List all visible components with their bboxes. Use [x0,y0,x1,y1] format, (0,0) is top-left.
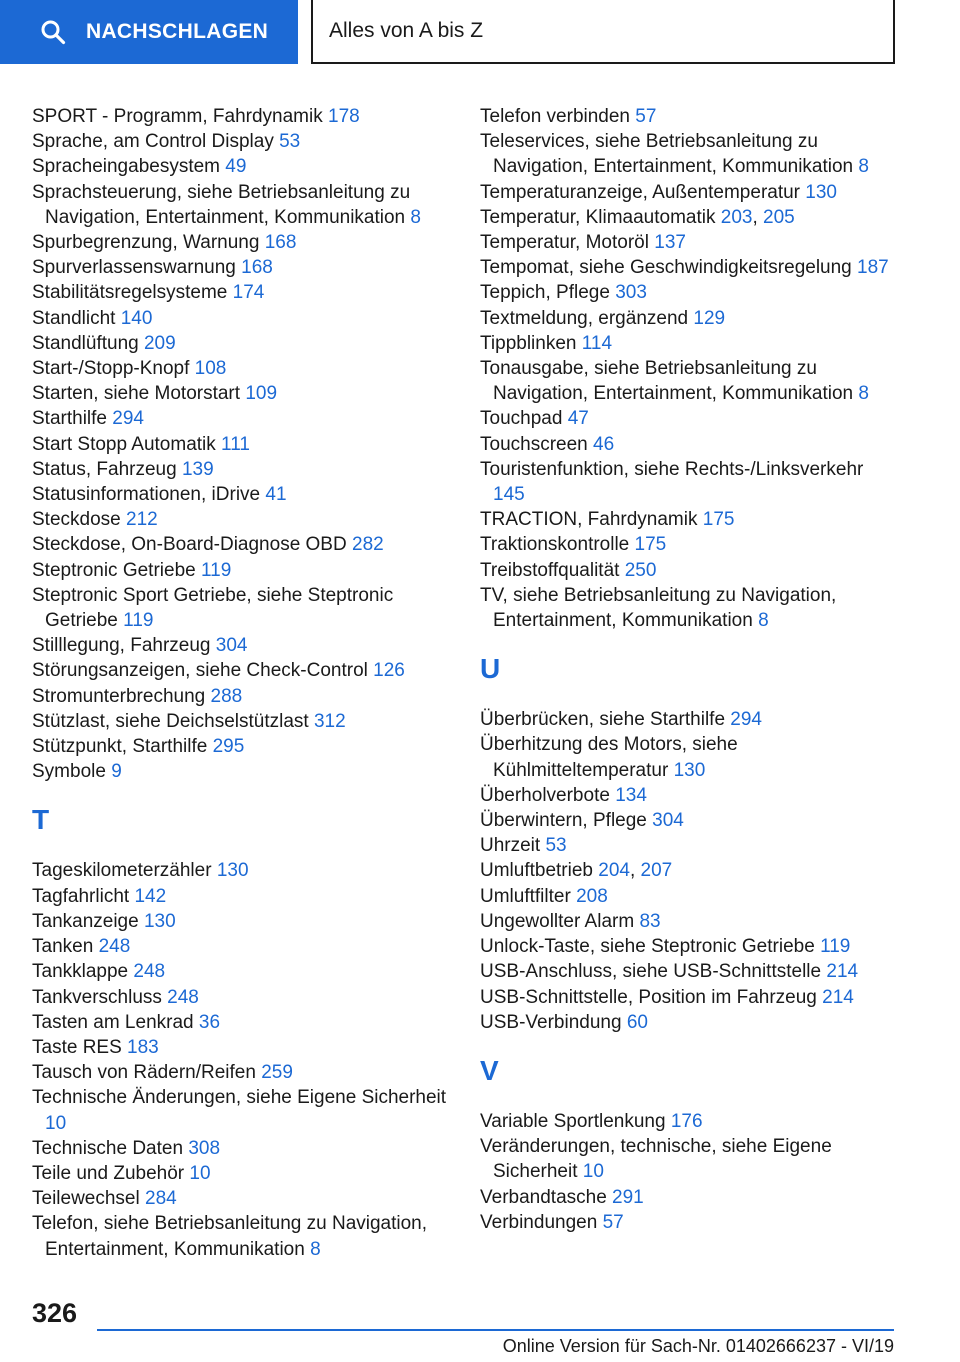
index-entry [480,129,900,179]
index-entry [32,457,452,482]
index-entry [32,934,452,959]
index-entry [480,783,900,808]
page-link[interactable]: 83 [639,910,661,932]
page-link[interactable]: 214 [822,986,854,1008]
page-link[interactable]: 134 [615,784,647,806]
index-entry [32,1085,452,1135]
index-entry-text: Teilewechsel [32,1188,140,1210]
page-link[interactable]: 140 [120,307,153,329]
index-entry [32,858,452,883]
page-link[interactable]: 250 [624,559,657,581]
index-entry-text: Tasten am Lenkrad [32,1011,194,1033]
index-letter-v: V [480,1054,499,1086]
index-entry [32,331,452,356]
index-entry [32,959,452,984]
page-link[interactable]: 168 [264,232,297,254]
page-link[interactable]: 291 [612,1186,644,1208]
index-entry-text: Uhrzeit [480,835,541,857]
index-entry-text: Steckdose, On-Board-Diagnose OBD [32,534,347,556]
page-link[interactable]: 303 [615,282,647,304]
index-entry-text: TRACTION, Fahrdynamik [480,509,698,531]
index-entry-text: USB-Verbindung [480,1011,622,1033]
index-entry [32,1136,452,1161]
index-entry [480,558,900,583]
index-entry [32,432,452,457]
index-entry [32,507,452,532]
index-entry [32,129,452,154]
page-link[interactable]: 130 [673,759,706,781]
page-link[interactable]: 119 [123,610,154,632]
page-link[interactable]: 46 [593,433,615,455]
index-entry [480,985,900,1010]
index-letter-u: U [480,653,501,685]
page-link[interactable]: 174 [232,282,265,304]
page-link[interactable]: 294 [112,408,144,430]
index-entry-text: USB-Schnittstelle, Position im Fahrzeug [480,986,817,1008]
index-entry [32,154,452,179]
index-entry-text: Sprache, am Control Display [32,131,274,153]
page-link[interactable]: 130 [143,910,176,932]
index-entry [32,255,452,280]
page-link[interactable]: 288 [210,685,243,707]
index-entry-text: Standlüftung [32,332,139,354]
index-entry-text: Umluftbetrieb [480,860,593,882]
index-entry [32,482,452,507]
page-link[interactable]: 10 [189,1162,211,1184]
page-link[interactable]: 10 [45,1112,67,1134]
index-entry [32,985,452,1010]
page-link[interactable]: 60 [626,1011,648,1033]
page-link[interactable]: 295 [212,736,245,758]
page-link[interactable]: 36 [198,1011,221,1033]
index-entry [480,104,900,129]
page-link[interactable]: 248 [133,961,166,983]
index-column-left [32,104,452,1262]
index-entry [480,583,900,633]
index-entry-text: Tageskilometerzähler [32,860,212,882]
index-entry [32,356,452,381]
index-entry-text: Temperaturanzeige, Außentemperatur [480,181,801,203]
page-link[interactable]: 214 [826,961,859,983]
index-entry-text: Steptronic Sport Getriebe, siehe Steptronic Getriebe [32,584,394,632]
index-entry-text: Tippblinken [480,332,577,354]
index-entry-text: Verbandtasche [480,1186,607,1208]
index-entry-text: Traktionskontrolle [480,534,630,556]
index-entry-text: Spurbegrenzung, Warnung [32,232,260,254]
index-entry [480,959,900,984]
index-entry [480,909,900,934]
index-entry [480,406,900,431]
page-link[interactable]: 9 [111,761,122,783]
index-entry [32,180,452,230]
index-entry-text: Tempomat, siehe Geschwindigkeitsregelung [480,257,852,279]
index-entry-text: Touristenfunktion, siehe Rechts-/Linksverkehr [480,458,864,480]
index-entry-text: Überhitzung des Motors, siehe Kühlmitteltemperatur [480,734,738,781]
index-entry [32,230,452,255]
index-entry-text: Überbrücken, siehe Starthilfe [480,709,726,731]
index-entry [32,532,452,557]
page-link[interactable]: 126 [373,660,405,682]
index-entry [32,406,452,431]
index-entry [32,1010,452,1035]
page-link[interactable]: 308 [188,1137,221,1159]
index-entry-text: Stabilitätsregelsysteme [32,282,228,304]
index-entry-text: Symbole [32,761,106,783]
section-title: Alles von A bis Z [311,0,895,64]
index-entry [480,934,900,959]
index-entry-text: Variable Sportlenkung [480,1110,666,1132]
index-entry-text: Tagfahrlicht [32,885,130,907]
page-link[interactable]: 47 [567,408,589,430]
index-entry-text: Starten, siehe Motorstart [32,383,241,405]
index-entry-text: Stromunterbrechung [32,685,206,707]
index-entry-text: Textmeldung, ergänzend [480,307,689,329]
page-link[interactable]: 212 [126,509,158,531]
page-link[interactable]: 175 [702,509,735,531]
index-entry [32,633,452,658]
page-link[interactable]: 208 [576,885,608,907]
index-entry-text: Verbindungen [480,1211,598,1233]
index-entry-text: Tankanzeige [32,910,139,932]
index-entry-text: Technische Daten [32,1137,184,1159]
page-link[interactable]: 259 [261,1062,293,1084]
index-entry-text: USB-Anschluss, siehe USB-Schnittstelle [480,961,822,983]
page-link[interactable]: 248 [98,936,131,958]
page-link[interactable]: 108 [194,358,227,380]
page-link[interactable]: 168 [241,257,273,279]
page-link[interactable]: 204 [598,860,630,882]
index-entry [32,884,452,909]
page-link[interactable]: 294 [730,709,762,731]
index-entry-text: Stilllegung, Fahrzeug [32,635,211,657]
page-link[interactable]: 304 [215,635,248,657]
page-link[interactable]: 312 [313,710,346,732]
index-entry-text: Steckdose [32,509,121,531]
index-entry-text: Tankverschluss [32,986,162,1008]
page-link[interactable]: 109 [245,383,278,405]
page-link[interactable]: 207 [640,860,673,882]
index-entry [480,1185,900,1210]
index-entry-text: Statusinformationen, iDrive [32,484,261,506]
index-entry-text: Überwintern, Pflege [480,810,647,832]
index-entry-text: Tankklappe [32,961,129,983]
index-entry: Temperatur, Klimaautomatik 203, 205 [480,206,795,228]
index-entry-text: Spracheingabesystem [32,156,220,178]
index-entry-text: Treibstoffqualität [480,559,620,581]
page-link[interactable]: 209 [143,332,176,354]
index-entry-text: Standlicht [32,307,116,329]
index-entry [480,331,900,356]
page-link[interactable]: 284 [145,1188,177,1210]
index-entry [32,104,452,129]
page-link[interactable]: 49 [225,156,247,178]
page-link[interactable]: 8 [410,206,421,228]
index-entry [480,884,900,909]
index-entry [480,230,900,255]
index-entry-text: Start Stopp Automatik [32,433,216,455]
index-entry [480,833,900,858]
index-entry [480,432,900,457]
page-link[interactable]: 130 [805,181,837,203]
index-entry [480,732,900,782]
index-entry [480,356,900,406]
page-link[interactable]: 248 [167,986,199,1008]
page-link[interactable]: 57 [602,1211,624,1233]
page-link[interactable]: 129 [693,307,726,329]
index-entry-text: Veränderungen, technische, siehe Eigene Sicherheit [480,1136,832,1183]
footer-divider [97,1329,894,1331]
search-icon [40,19,66,45]
footer-version: Online Version für Sach-Nr. 01402666237 - VI/19 [502,1336,894,1356]
index-entry-text: Unlock-Taste, siehe Steptronic Getriebe [480,936,815,958]
index-entry [32,306,452,331]
index-entry-text: Ungewollter Alarm [480,910,635,932]
page-link[interactable]: 187 [857,257,889,279]
page-link[interactable]: 139 [181,458,214,480]
page-link[interactable]: 282 [352,534,384,556]
index-entry-text: Steptronic Getriebe [32,559,196,581]
index-entry [32,734,452,759]
index-entry [32,280,452,305]
index-entry [480,280,900,305]
index-letter-t: T [32,804,50,836]
index-entry [32,909,452,934]
index-entry-text: TV, siehe Betriebsanleitung zu Navigation, Entertainment, Kommunikation [480,584,837,632]
index-entry-text: Teile und Zubehör [32,1162,185,1184]
page-link[interactable]: 57 [635,106,657,127]
index-entry [480,457,900,507]
page-link[interactable]: 130 [216,860,249,882]
index-column-right [480,104,900,1235]
index-entry [480,180,900,205]
page-link[interactable]: 114 [581,332,613,354]
index-entry-text: Start-/Stopp-Knopf [32,358,190,380]
page-link[interactable]: 111 [221,433,250,455]
index-entry [480,1109,900,1134]
index-entry-text: Spurverlassenswarnung [32,257,236,279]
index-entry-text: Störungsanzeigen, siehe Check-Control [32,660,368,682]
page-link[interactable]: 175 [634,534,667,556]
page-link[interactable]: 145 [493,484,525,506]
tab-label: NACHSCHLAGEN [86,20,269,43]
index-entry-text: Tausch von Rädern/Reifen [32,1062,256,1084]
index-entry [32,381,452,406]
index-entry-text: Starthilfe [32,408,107,430]
index-entry [32,684,452,709]
index-entry-text: Überholverbote [480,784,610,806]
index-entry: Umluftbetrieb 204, 207 [480,860,673,882]
index-entry-text: Tonausgabe, siehe Betriebsanleitung zu Navigation, Entertainment, Kommunikation [480,358,854,405]
page-link[interactable]: 119 [200,559,232,581]
page-link[interactable]: 53 [545,835,567,857]
page-link[interactable]: 183 [127,1036,159,1058]
index-entry-text: Status, Fahrzeug [32,458,177,480]
page-number: 326 [32,1298,78,1328]
index-entry-text: Teleservices, siehe Betriebsanleitung zu Navigation, Entertainment, Kommunikation [480,131,854,178]
index-entry [480,255,900,280]
index-entry [32,1035,452,1060]
index-entry [32,1060,452,1085]
page-link[interactable]: 8 [858,156,869,178]
index-entry [480,507,900,532]
index-entry [32,1211,452,1261]
index-entry-text: Telefon, siehe Betriebsanleitung zu Navigation, Entertainment, Kommunikation [32,1213,428,1260]
index-entry-text: Tanken [32,936,94,958]
page-link[interactable]: 8 [310,1238,321,1260]
page-link[interactable]: 203 [720,206,753,228]
index-entry [32,558,452,583]
index-entry [32,658,452,683]
index-entry-text: Technische Änderungen, siehe Eigene Sicherheit [32,1087,447,1109]
index-entry [480,1210,900,1235]
index-entry [32,1161,452,1186]
index-entry-text: Taste RES [32,1036,122,1058]
index-entry [32,583,452,633]
index-entry [480,808,900,833]
page-link[interactable]: 41 [265,484,287,506]
page-link[interactable]: 178 [328,106,360,127]
page-link[interactable]: 176 [670,1110,703,1132]
index-entry-text: Stützpunkt, Starthilfe [32,736,208,758]
index-entry [480,1010,900,1035]
index-entry-text: SPORT - Programm, Fahrdynamik [32,106,323,127]
page-link[interactable]: 8 [758,610,769,632]
page-link[interactable]: 205 [763,206,795,228]
page-link[interactable]: 304 [652,810,684,832]
index-entry-text: Touchpad [480,408,563,430]
index-entry [480,532,900,557]
index-entry [480,306,900,331]
page-link[interactable]: 137 [654,232,686,254]
index-entry-text: Temperatur, Motoröl [480,232,649,254]
index-entry-text: Touchscreen [480,433,588,455]
page-link[interactable]: 10 [582,1161,604,1183]
index-entry-text: Umluftfilter [480,885,571,907]
index-entry-text: Sprachsteuerung, siehe Betriebsanleitung zu Navigation, Entertainment, Kommunikation [32,181,411,228]
index-entry-text: Teppich, Pflege [480,282,610,304]
index-entry [32,1186,452,1211]
index-entry-text: Stützlast, siehe Deichselstützlast [32,710,309,732]
nachschlagen-tab[interactable] [0,0,298,64]
index-entry-text: Telefon verbinden [480,106,630,127]
page-link[interactable]: 53 [279,131,301,153]
index-entry [32,759,452,784]
index-entry [480,707,900,732]
index-entry-text: Temperatur, Klimaautomatik [480,206,716,228]
index-entry [32,709,452,734]
page-link[interactable]: 119 [820,936,851,958]
page-link[interactable]: 142 [134,885,167,907]
page-link[interactable]: 8 [858,383,869,405]
index-entry [480,1134,900,1184]
